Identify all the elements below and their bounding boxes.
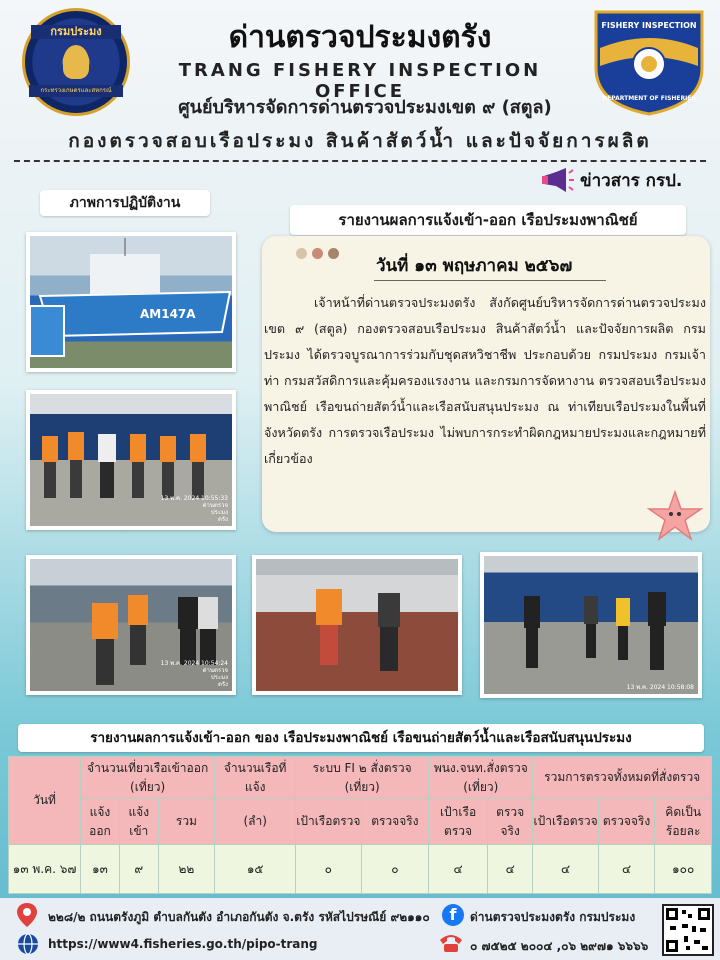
subheader-cell: (ลำ) bbox=[215, 799, 296, 845]
subheader-cell: ตรวจจริง bbox=[598, 799, 655, 845]
qr-code[interactable] bbox=[662, 904, 714, 956]
starfish-icon bbox=[646, 490, 704, 542]
footer-facebook-link[interactable]: ด่านตรวจประมงตรัง กรมประมง bbox=[470, 910, 636, 924]
data-cell: ๑๓ bbox=[81, 845, 120, 894]
header-divider bbox=[14, 160, 706, 162]
page-title-english: TRANG FISHERY INSPECTION OFFICE bbox=[178, 60, 542, 102]
subheader-cell: เป้าเรือตรวจ bbox=[296, 799, 361, 845]
subheader-cell: แจ้งออก bbox=[81, 799, 120, 845]
fishery-inspection-logo bbox=[590, 8, 708, 116]
department-of-fisheries-logo bbox=[22, 8, 130, 116]
phone-icon bbox=[438, 932, 464, 954]
data-cell: ๑๕ bbox=[215, 845, 296, 894]
subheader-cell: คิดเป็นร้อยละ bbox=[655, 799, 712, 845]
report-body: เจ้าหน้าที่ด่านตรวจประมงตรัง สังกัดศูนย์บริหารจัดการด่านตรวจประมง เขต ๙ (สตูล) กองตรวจสอบเรือประมง สินค้าสัตว์น้ำ และปัจจัยการผลิต กรมประมง ได้ตรวจบูรณาการร่วมกับชุดสหวิชาชีพ ประกอบด้วย กรมประมง กรมเจ้าท่า กรมสวัสดิการและคุ้มครองแรงงาน และกรมการจัดหางาน ตรวจสอบเรือประมงพาณิชย์ เรือขนถ่ายสัตว์น้ำและเรือสนับสนุนประมง ณ ท่าเทียบเรือประมงในพื้นที่จังหวัดตรัง การตรวจเรือประมง ไม่พบการกระทำผิดกฎหมายประมงและกฎหมายที่เกี่ยวข้อง bbox=[264, 295, 706, 466]
data-cell: ๔ bbox=[598, 845, 655, 894]
data-cell: ๔ bbox=[429, 845, 488, 894]
row-date-cell: ๑๓ พ.ค. ๖๗ bbox=[9, 845, 81, 894]
data-cell: ๙ bbox=[119, 845, 158, 894]
photos-section-label: ภาพการปฏิบัติงาน bbox=[40, 190, 210, 216]
data-cell: ๐ bbox=[296, 845, 361, 894]
page-title-thai: ด่านตรวจประมงตรัง bbox=[228, 20, 492, 55]
group-boats-header: จำนวนเรือที่แจ้ง bbox=[215, 757, 296, 799]
table-title: รายงานผลการแจ้งเข้า-ออก ของ เรือประมงพาณิชย์ เรือขนถ่ายสัตว์น้ำและเรือสนับสนุนประมง bbox=[18, 724, 704, 752]
group-officer-header: พนง.จนท.สั่งตรวจ (เที่ยว) bbox=[429, 757, 533, 799]
emblem-icon bbox=[63, 45, 89, 79]
logo-left-bottom-text: กระทรวงเกษตรและสหกรณ์ bbox=[29, 85, 123, 97]
data-cell: ๔ bbox=[487, 845, 532, 894]
logo-left-top-text: กรมประมง bbox=[31, 25, 121, 39]
photo-timestamp: 13 พ.ค. 2024 10:58:08 bbox=[626, 684, 694, 691]
news-badge bbox=[540, 166, 682, 194]
photo-group bbox=[26, 390, 236, 530]
table-row bbox=[9, 845, 712, 894]
subheader-cell: เป้าเรือตรวจ bbox=[429, 799, 488, 845]
location-pin-icon bbox=[16, 902, 38, 928]
subheader-cell: เป้าเรือตรวจ bbox=[533, 799, 598, 845]
facebook-icon[interactable]: f bbox=[442, 904, 464, 926]
stats-table bbox=[8, 756, 712, 894]
report-date: วันที่ ๑๓ พฤษภาคม ๒๕๖๗ bbox=[376, 256, 573, 276]
photo-inspection-3 bbox=[480, 552, 702, 698]
decorative-dots bbox=[296, 248, 339, 259]
subtitle-division: กองตรวจสอบเรือประมง สินค้าสัตว์น้ำ และปัจจัยการผลิต bbox=[68, 130, 652, 152]
report-heading: รายงานผลการแจ้งเข้า-ออก เรือประมงพาณิชย์ bbox=[290, 205, 686, 235]
photo-timestamp: 13 พ.ค. 2024 10:54:24 ด่านตรวจ ประมง ตรัง bbox=[160, 660, 228, 688]
boat-hull-text: AM147A bbox=[140, 307, 196, 321]
photo-inspection-2 bbox=[252, 555, 462, 695]
col-date-header: วันที่ bbox=[9, 757, 81, 845]
group-fi2-header: ระบบ FI ๒ สั่งตรวจ (เที่ยว) bbox=[296, 757, 429, 799]
data-cell: ๐ bbox=[361, 845, 429, 894]
subheader-cell: ตรวจจริง bbox=[361, 799, 429, 845]
footer-address: ๒๒๘/๒ ถนนตรังภูมิ ตำบลกันตัง อำเภอกันตัง จ.ตรัง รหัสไปรษณีย์ ๙๒๑๑๐ bbox=[48, 910, 430, 924]
photo-timestamp: 13 พ.ค. 2024 10:55:33 ด่านตรวจ ประมง ตรัง bbox=[160, 495, 228, 523]
subheader-cell: ตรวจจริง bbox=[487, 799, 532, 845]
subheader-cell: แจ้งเข้า bbox=[119, 799, 158, 845]
footer-website-link[interactable]: https://www4.fisheries.go.th/pipo-trang bbox=[48, 937, 318, 951]
megaphone-icon bbox=[540, 167, 574, 193]
globe-icon bbox=[16, 932, 40, 956]
group-trips-header: จำนวนเที่ยวเรือเข้าออก (เที่ยว) bbox=[81, 757, 215, 799]
logo-right-top-text: FISHERY INSPECTION bbox=[601, 21, 697, 30]
photo-boat bbox=[26, 232, 236, 372]
logo-right-bottom-text: DEPARTMENT OF FISHERIES bbox=[602, 95, 696, 102]
data-cell: ๔ bbox=[533, 845, 598, 894]
date-underline bbox=[374, 280, 606, 281]
group-total-header: รวมการตรวจทั้งหมดที่สั่งตรวจ bbox=[533, 757, 712, 799]
photo-inspection-1 bbox=[26, 555, 236, 695]
data-cell: ๑๐๐ bbox=[655, 845, 712, 894]
subtitle-center: ศูนย์บริหารจัดการด่านตรวจประมงเขต ๙ (สตูล) bbox=[178, 97, 552, 118]
news-badge-label: ข่าวสาร กรป. bbox=[580, 170, 683, 191]
subheader-cell: รวม bbox=[158, 799, 215, 845]
data-cell: ๒๒ bbox=[158, 845, 215, 894]
footer-phone: ๐ ๗๕๒๕ ๒๐๐๔ ,๐๖ ๒๙๗๑ ๖๖๖๖ bbox=[470, 939, 649, 953]
